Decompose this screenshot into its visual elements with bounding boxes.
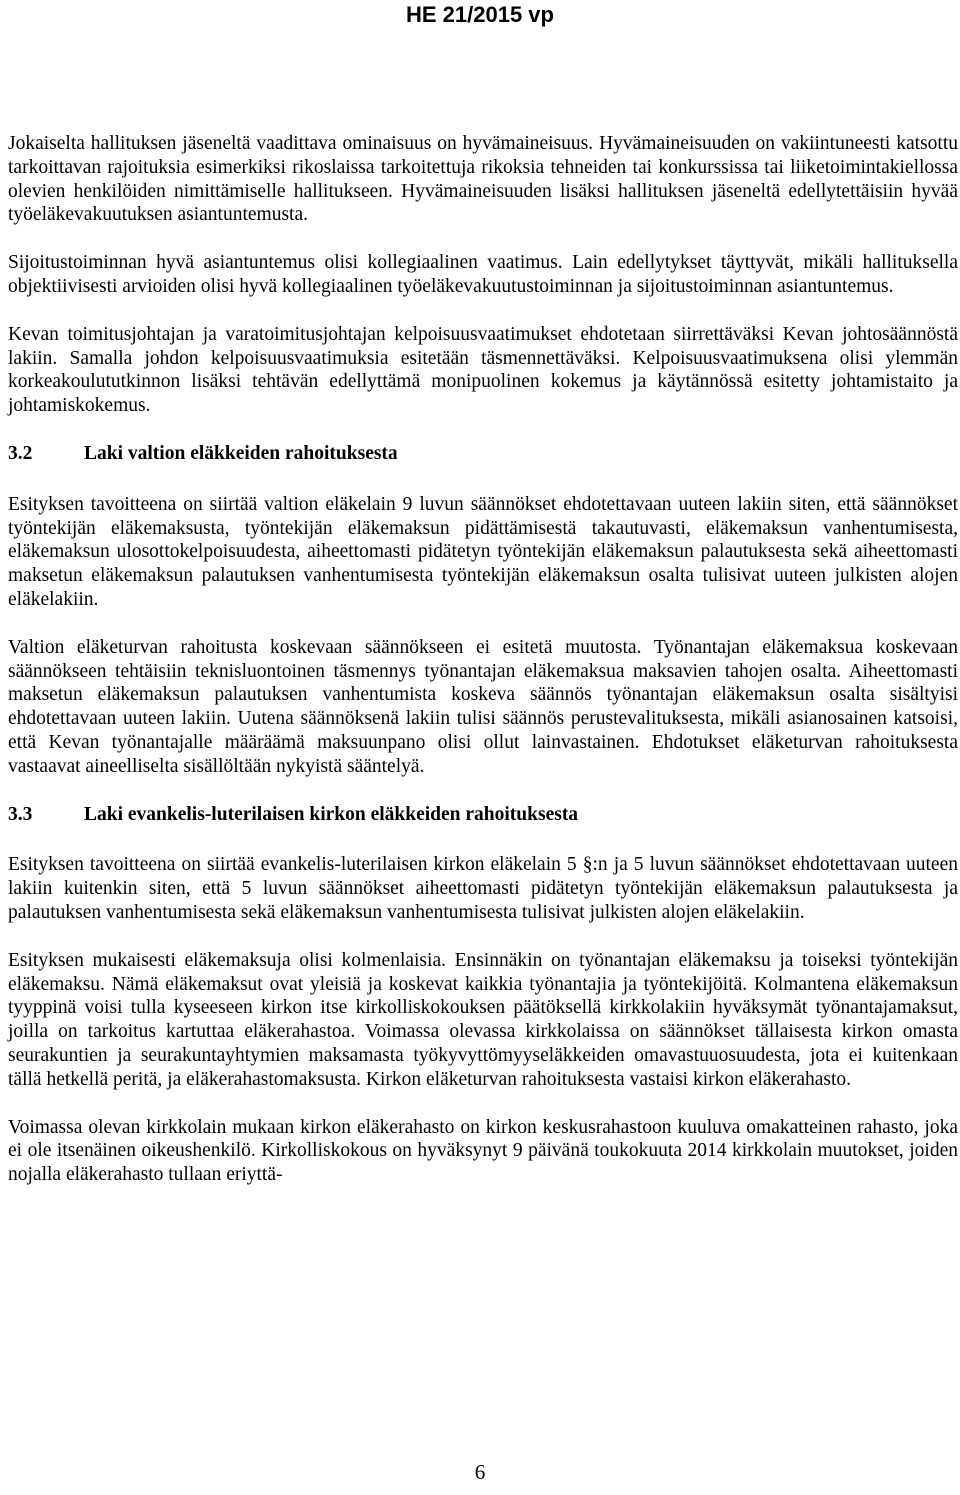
section-title: Laki valtion eläkkeiden rahoituksesta <box>84 442 398 464</box>
section-heading-3-3 <box>8 803 958 827</box>
paragraph-hallituksen-jasenet: Jokaiselta hallituksen jäseneltä vaadittava ominaisuus on hyvämaineisuus. Hyvämaineisuuden on vakiintuneesti katsottu tarkoittavan rajoituksia esimerkiksi rikoslaissa tarkoitettuja rikoksia tehneiden tai konkurssissa tai liiketoimintakiellossa olevien henkilöiden nimittämiselle hallitukseen. Hyvämaineisuuden lisäksi hallituksen jäseneltä edellytettäisiin hyvää työeläkevakuutuksen asiantuntemusta. <box>8 133 958 226</box>
paragraph-elakemaksut: Esityksen mukaisesti eläkemaksuja olisi kolmenlaisia. Ensinnäkin on työnantajan eläkemaksu ja toiseksi työntekijän eläkemaksu. Nämä eläkemaksut ovat yleisiä ja koskevat kaikkia työnantajia ja työntekijöitä. Kolmantena eläkemaksun tyyppinä voisi tulla kyseeseen kirkon itse kirkolliskokouksen päätöksellä kirkkolakiin hyväksymät työnantajamaksut, joilla on tarkoitus kartuttaa eläkerahastoa. Voimassa olevassa kirkkolaissa on säännökset tällaisesta kirkon omasta seurakuntien ja seurakuntayhtymien maksamasta työkyvyttömyyseläkkeiden omavastuuosuudesta, jota ei kuitenkaan tällä hetkellä peritä, ja eläkerahastomaksusta. Kirkon eläketurvan rahoituksesta vastaisi kirkon eläkerahasto. <box>8 949 958 1090</box>
paragraph-sijoitustoiminta: Sijoitustoiminnan hyvä asiantuntemus olisi kollegiaalinen vaatimus. Lain edellytykset täyttyvät, mikäli hallituksella objektiivisesti arvioiden olisi hyvä kollegiaalinen työeläkevakuutustoiminnan ja sijoitustoiminnan asiantuntemus. <box>8 252 958 297</box>
paragraph-kirkkolaki: Voimassa olevan kirkkolain mukaan kirkon eläkerahasto on kirkon keskusrahastoon kuuluva omakatteinen rahasto, joka ei ole itsenäinen oikeushenkilö. Kirkolliskokous on hyväksynyt 9 päivänä toukokuuta 2014 kirkkolain muutokset, joiden nojalla eläkerahasto tullaan eriyttä- <box>8 1116 958 1186</box>
paragraph-valtion-elaketurva: Valtion eläketurvan rahoitusta koskevaan säännökseen ei esitetä muutosta. Työnantajan eläkemaksua koskevaan säännökseen tehtäisiin teknisluontoinen täsmennys työnantajan eläkemaksua maksavien tahojen osalta. Aiheettomasti maksetun eläkemaksun palautuksen vanhentumista koskeva säännös työnantajan eläkemaksun osalta sisältyisi ehdotettavaan uuteen lakiin. Uutena säännöksenä lakiin tulisi säännös perustevalituksesta, mikäli asianosainen katsoisi, että Kevan työnantajalle määräämä maksuunpano olisi ollut lainvastainen. Ehdotukset eläketurvan rahoituksesta vastaavat aineelliselta sisällöltään nykyistä sääntelyä. <box>8 636 958 777</box>
document-header: HE 21/2015 vp <box>406 2 554 27</box>
paragraph-valtion-elakelaki: Esityksen tavoitteena on siirtää valtion eläkelain 9 luvun säännökset ehdotettavaan uuteen lakiin siten, että säännökset työntekijän eläkemaksusta, työntekijän eläkemaksun pidättämisestä takautuvasti, eläkemaksun vanhentumisesta, eläkemaksun ulosottokelpoisuudesta, aiheettomasti pidätetyn työntekijän eläkemaksun palautuksesta sekä aiheettomasti maksetun eläkemaksun palautuksen vanhentumisesta työntekijän eläkemaksun osalta tulisivat uuteen julkisten alojen eläkelakiin. <box>8 493 958 610</box>
section-title: Laki evankelis-luterilaisen kirkon eläkkeiden rahoituksesta <box>84 803 579 825</box>
document-body <box>8 132 958 1211</box>
paragraph-kevan-toimitusjohtaja: Kevan toimitusjohtajan ja varatoimitusjohtajan kelpoisuusvaatimukset ehdotetaan siirrettäväksi Kevan johtosäännöstä lakiin. Samalla johdon kelpoisuusvaatimuksia esitetään täsmennettäväksi. Kelpoisuusvaatimuksena olisi ylemmän korkeakoulututkinnon lisäksi tehtävän edellyttämä monipuolinen kokemus ja käytännössä esitetty johtamistaito ja johtamiskokemus. <box>8 323 958 417</box>
section-number: 3.2 <box>8 442 33 464</box>
section-number: 3.3 <box>8 803 33 825</box>
section-heading-3-2 <box>8 442 958 466</box>
page-number: 6 <box>474 1460 486 1484</box>
paragraph-kirkon-elakelaki: Esityksen tavoitteena on siirtää evankelis-luterilaisen kirkon eläkelain 5 §:n ja 5 luvun säännökset ehdotettavaan uuteen lakiin kuitenkin siten, että 5 luvun säännökset aiheettomasti pidätetyn työntekijän eläkemaksun palautuksesta ja palautuksen vanhentumisesta sekä eläkemaksun vanhentumisesta tulisivat julkisten alojen eläkelakiin. <box>8 854 958 923</box>
